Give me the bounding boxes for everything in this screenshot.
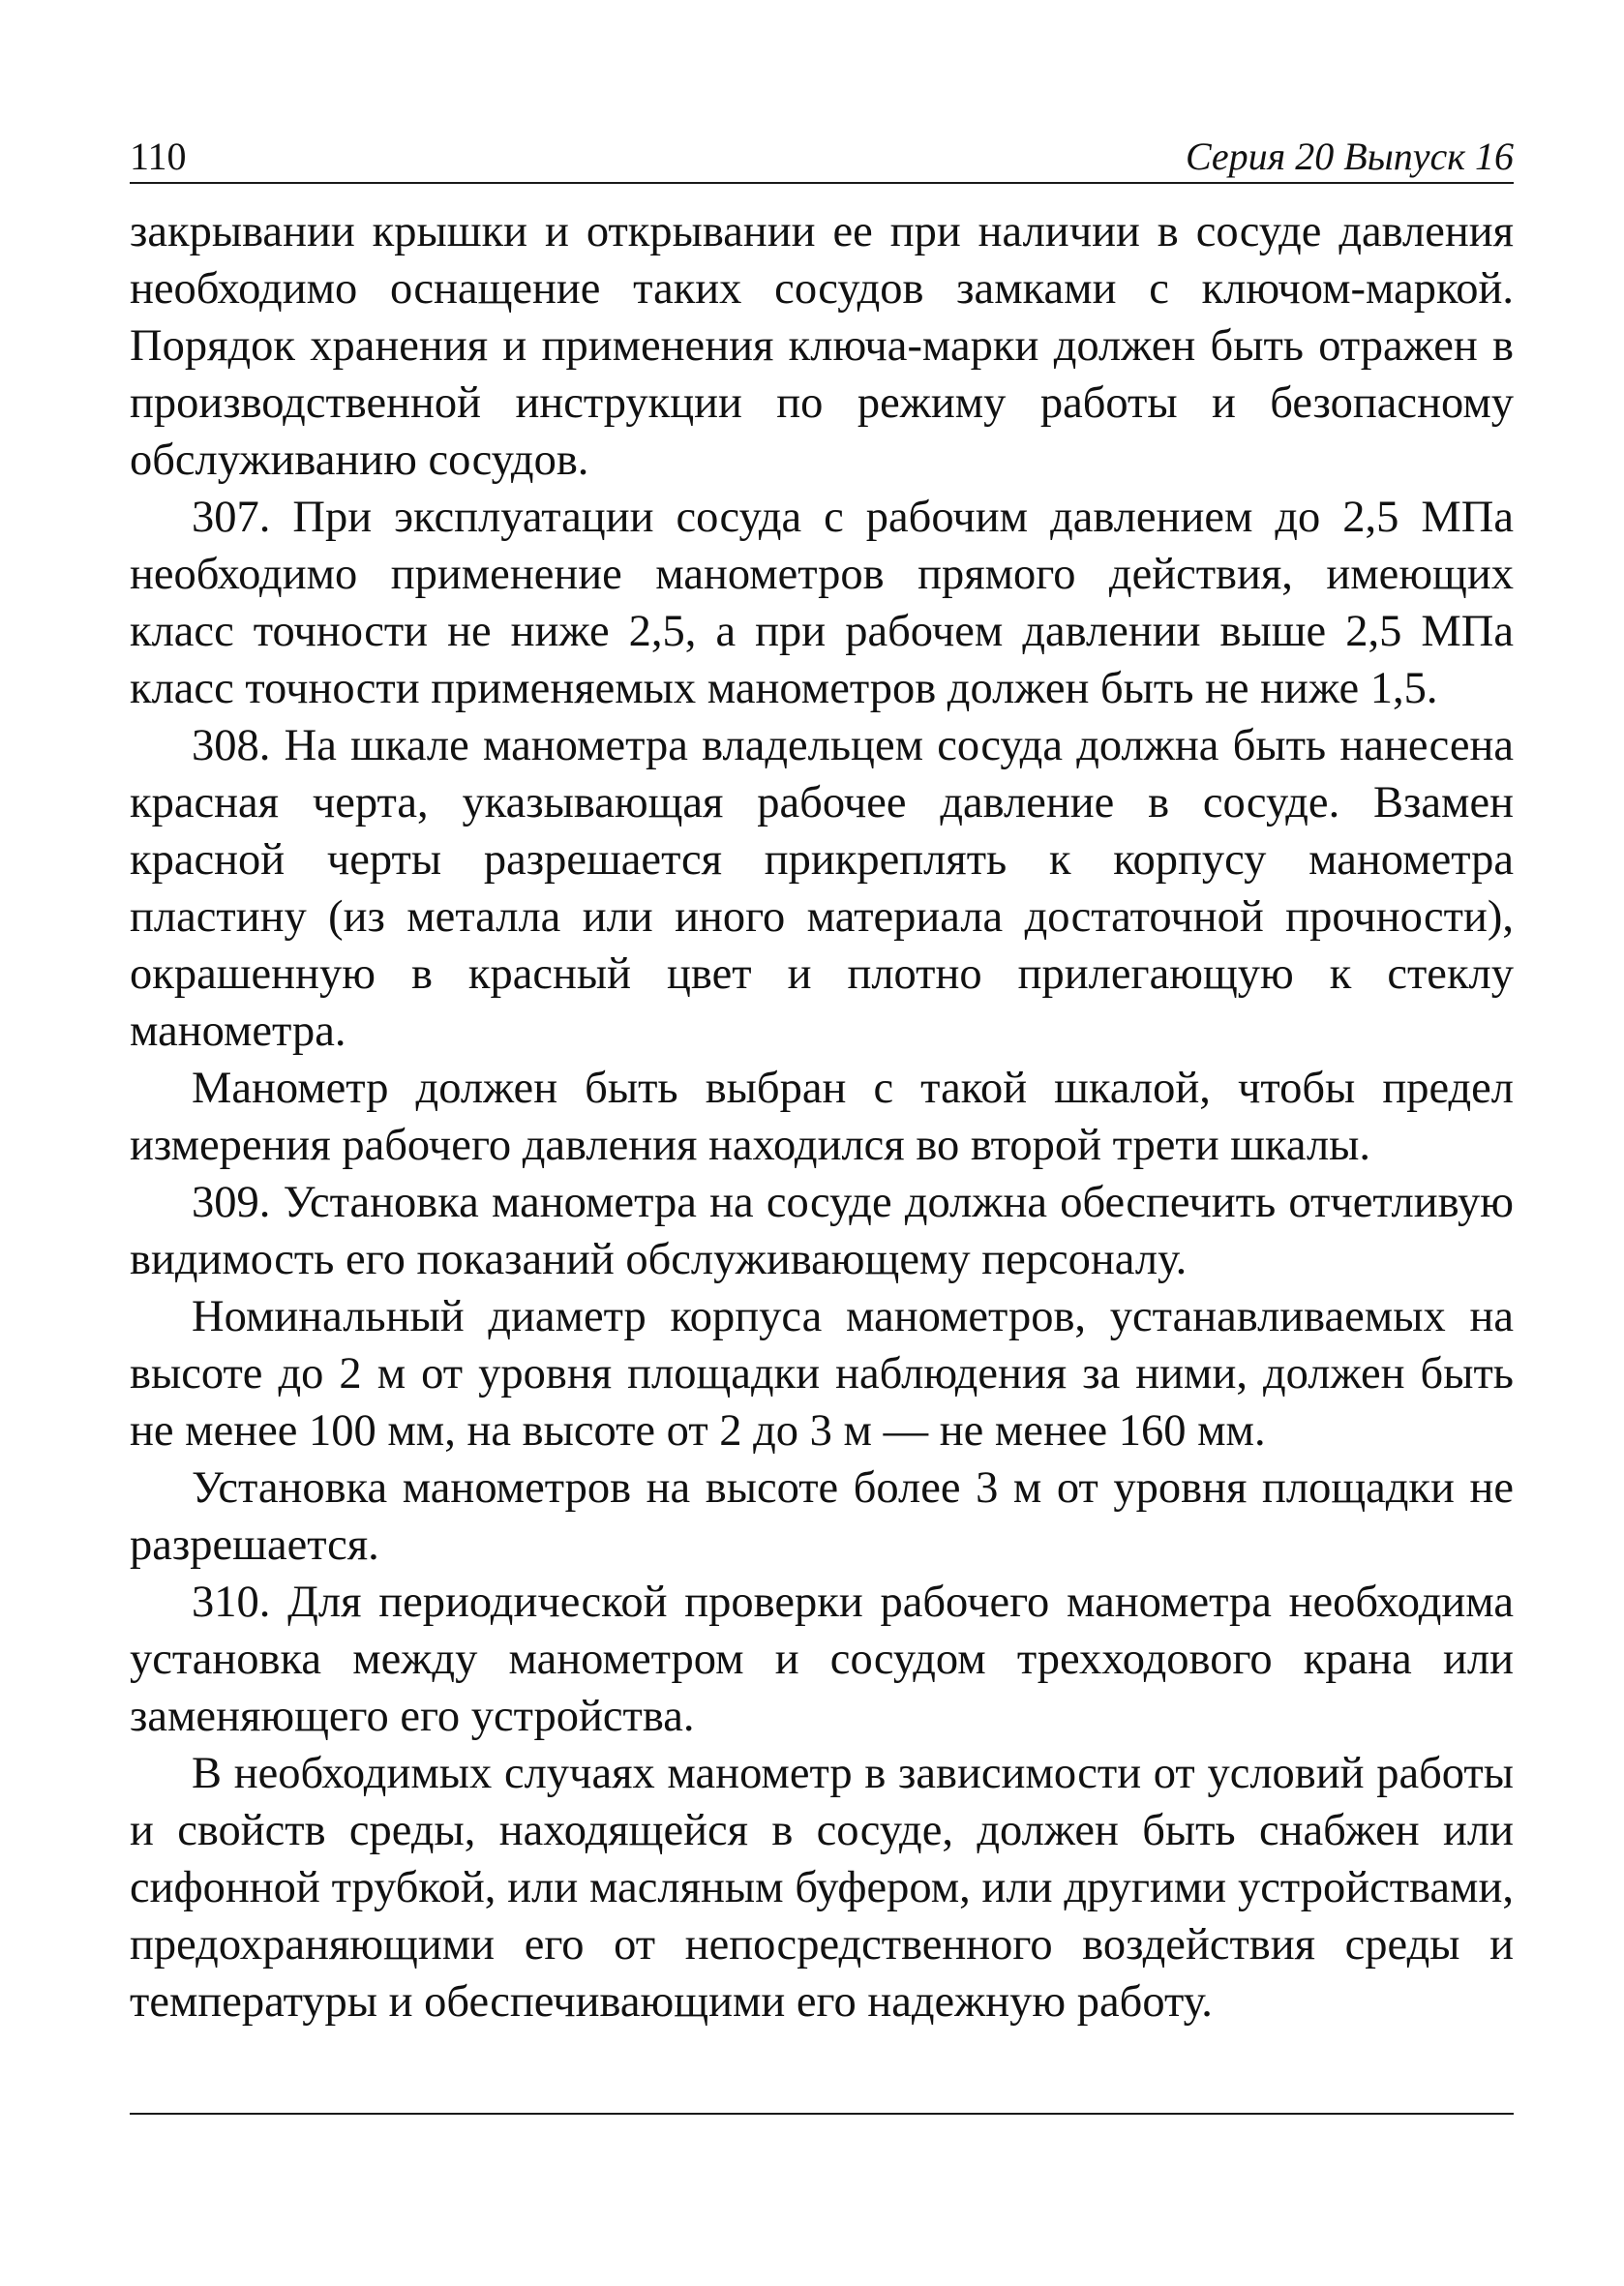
paragraph-310-siphon: В необходимых случаях манометр в зависимости от условий работы и свойств среды, находящейся в сосуде, должен быть снабжен или сифонной трубкой, или масляным буфером, или другими устройствами, предохраняющими его от непосредственного воздействия среды и температуры и обеспечивающими его надежную работу. bbox=[130, 1749, 1514, 2027]
paragraph-309-diameter: Номинальный диаметр корпуса манометров, устанавливаемых на высоте до 2 м от уровня площадки наблюдения за ними, должен быть не менее 100 мм, на высоте от 2 до 3 м — не менее 160 мм. bbox=[130, 1292, 1514, 1456]
paragraph-310: 310. Для периодической проверки рабочего манометра необходима установка между манометром и сосудом трехходового крана или заменяющего его устройства. bbox=[130, 1578, 1514, 1741]
bottom-rule bbox=[130, 2113, 1514, 2115]
paragraph-308-scale: Манометр должен быть выбран с такой шкалой, чтобы предел измерения рабочего давления находился во второй трети шкалы. bbox=[130, 1064, 1514, 1170]
paragraph-continuation: закрывании крышки и открывании ее при наличии в сосуде давления необходимо оснащение таких сосудов замками с ключом-маркой. Порядок хранения и применения ключа-марки должен быть отражен в производственной инструкции по режиму работы и безопасному обслуживанию сосудов. bbox=[130, 207, 1514, 485]
page-header bbox=[130, 126, 1514, 184]
body-text bbox=[130, 203, 1514, 2030]
paragraph-309: 309. Установка манометра на сосуде должна обеспечить отчетливую видимость его показаний обслуживающему персоналу. bbox=[130, 1178, 1514, 1284]
paragraph-307: 307. При эксплуатации сосуда с рабочим давлением до 2,5 МПа необходимо применение манометров прямого действия, имеющих класс точности не ниже 2,5, а при рабочем давлении выше 2,5 МПа класс точности применяемых манометров должен быть не ниже 1,5. bbox=[130, 493, 1514, 713]
paragraph-309-height: Установка манометров на высоте более 3 м от уровня площадки не разрешается. bbox=[130, 1463, 1514, 1570]
paragraph-308: 308. На шкале манометра владельцем сосуда должна быть нанесена красная черта, указывающая рабочее давление в сосуде. Взамен красной черты разрешается прикреплять к корпусу манометра пластину (из металла или иного материала достаточной прочности), окрашенную в красный цвет и плотно прилегающую к стеклу манометра. bbox=[130, 721, 1514, 1056]
page-number: 110 bbox=[130, 135, 187, 178]
running-title: Серия 20 Выпуск 16 bbox=[1185, 135, 1514, 178]
